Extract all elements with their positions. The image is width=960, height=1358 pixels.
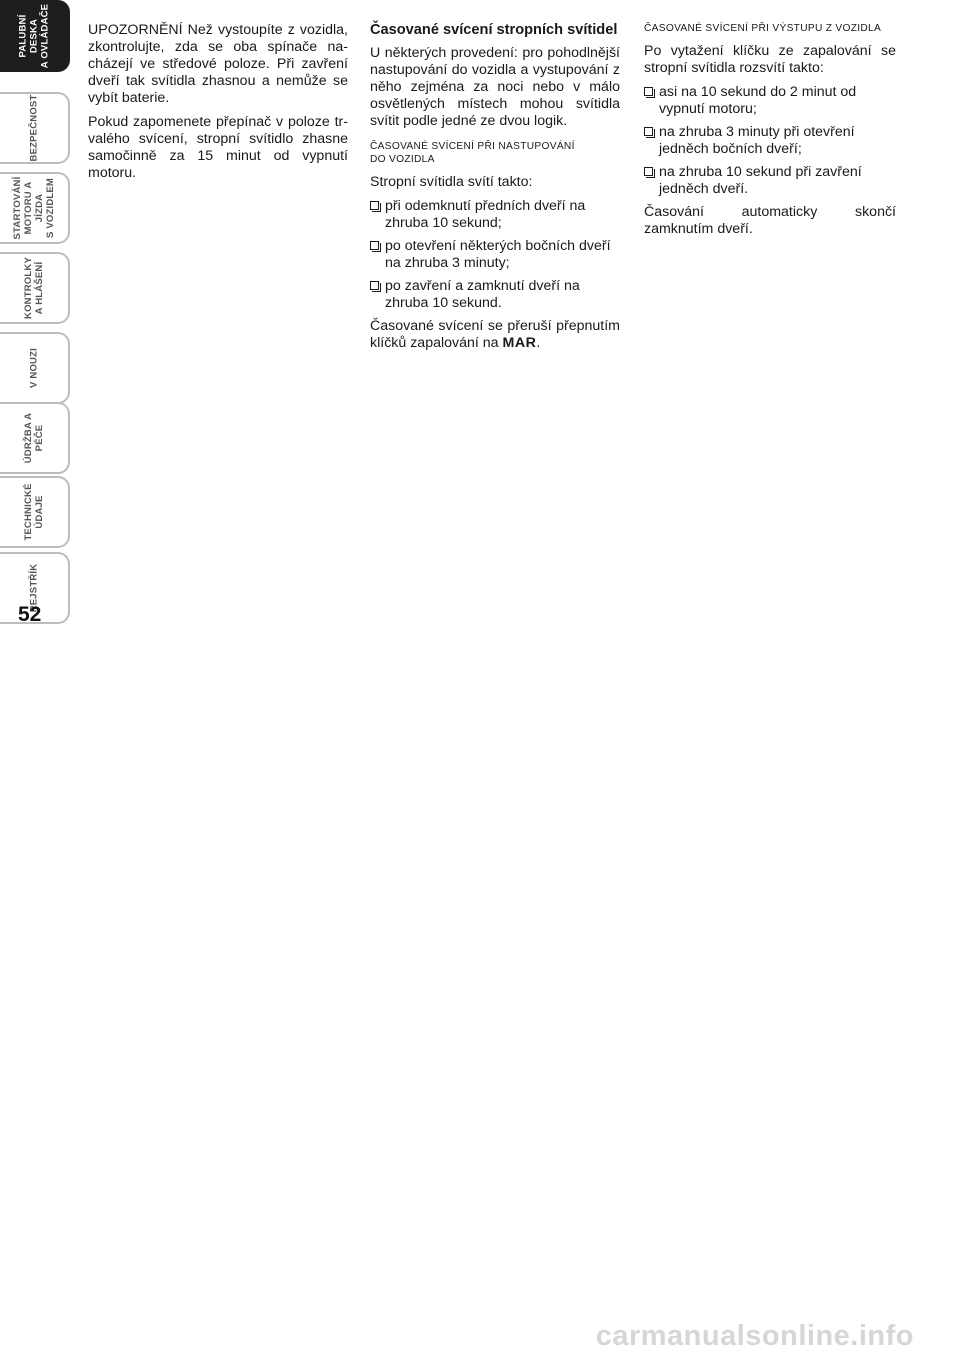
column-2 <box>370 22 620 359</box>
warning-paragraph: UPOZORNĚNÍ Než vystoupíte z vozidla, zkontrolujte, zda se oba spínače nacházejí ve středové poloze. Při zavření dveří tak svítidla zhasnou a nemůže se vybít baterie. <box>88 22 348 106</box>
tab-label: ÚDRŽBA A PÉČE <box>23 412 45 464</box>
bullet-list <box>644 84 896 198</box>
checkbox-bullet-icon <box>644 167 653 176</box>
list-item: při odemknutí předních dveří na zhruba 10 sekund; <box>370 198 620 232</box>
checkbox-bullet-icon <box>370 241 379 250</box>
tab-label: V NOUZI <box>28 348 40 388</box>
tab-label: TECHNICKÉ ÚDAJE <box>23 483 45 541</box>
column-3 <box>644 22 896 245</box>
paragraph: Pokud zapomenete přepínač v poloze trvalého svícení, stropní svítidlo zhasne samočinně za 15 minut od vypnutí motoru. <box>88 114 348 181</box>
tab-technicke-udaje[interactable] <box>0 476 70 548</box>
tab-label: KONTROLKY A HLÁŠENÍ <box>23 257 45 319</box>
lead-text: Stropní svítidla svítí takto: <box>370 174 533 190</box>
list-item: asi na 10 sekund do 2 minut od vypnutí motoru; <box>644 84 896 118</box>
list-item: po otevření některých bočních dveří na zhruba 3 minuty; <box>370 238 620 272</box>
closing-paragraph: Časování automaticky skončí zamknutím dveří. <box>644 204 896 237</box>
chapter-tabs <box>0 0 72 640</box>
tab-label: BEZPEČNOST <box>28 94 40 162</box>
watermark: carmanualsonline.info <box>595 1320 914 1352</box>
closing-paragraph: Časované svícení se přeruší přepnutím klíčků zapalování na MAR. <box>370 318 620 351</box>
tab-label: PALUBNÍ DESKA A OVLÁDAČE <box>17 3 51 69</box>
checkbox-bullet-icon <box>370 281 379 290</box>
bullet-list <box>370 198 620 312</box>
list-item: po zavření a zamknutí dveří na zhruba 10 sekund. <box>370 278 620 312</box>
section-heading: Časované svícení stropních svítidel <box>370 22 618 38</box>
tab-v-nouzi[interactable] <box>0 332 70 404</box>
subheading-entry: ČASOVANÉ SVÍCENÍ PŘI NASTUPOVÁNÍ DO VOZIDLA <box>370 141 575 165</box>
list-item: na zhruba 10 sekund při zavření jedněch dveří. <box>644 164 896 198</box>
tab-label: REJSTŘÍK <box>28 563 40 613</box>
tab-bezpecnost[interactable] <box>0 92 70 164</box>
checkbox-bullet-icon <box>644 87 653 96</box>
tab-startovani[interactable] <box>0 172 70 244</box>
intro-paragraph: U některých provedení: pro pohodlnější nastupování do vozidla a vystupování z něho zejména za noci nebo v málo osvětlených místech mohou svítidla svítit podle jedné ze dvou logik. <box>370 45 620 129</box>
column-1 <box>88 22 348 189</box>
subheading-exit: ČASOVANÉ SVÍCENÍ PŘI VÝSTUPU Z VOZIDLA <box>644 23 882 34</box>
tab-label: STARTOVÁNÍ MOTORU A JÍZDA S VOZIDLEM <box>12 176 56 240</box>
tab-udrzba[interactable] <box>0 402 70 474</box>
list-item: na zhruba 3 minuty při otevření jedněch bočních dveří; <box>644 124 896 158</box>
checkbox-bullet-icon <box>370 201 379 210</box>
tab-kontrolky[interactable] <box>0 252 70 324</box>
lead-text: Po vytažení klíčku ze zapalování se stropní svítidla rozsvítí takto: <box>644 43 896 76</box>
tab-palubni-deska[interactable] <box>0 0 70 72</box>
keyword-mar: MAR <box>502 335 537 351</box>
page-number: 52 <box>18 603 42 626</box>
checkbox-bullet-icon <box>644 127 653 136</box>
